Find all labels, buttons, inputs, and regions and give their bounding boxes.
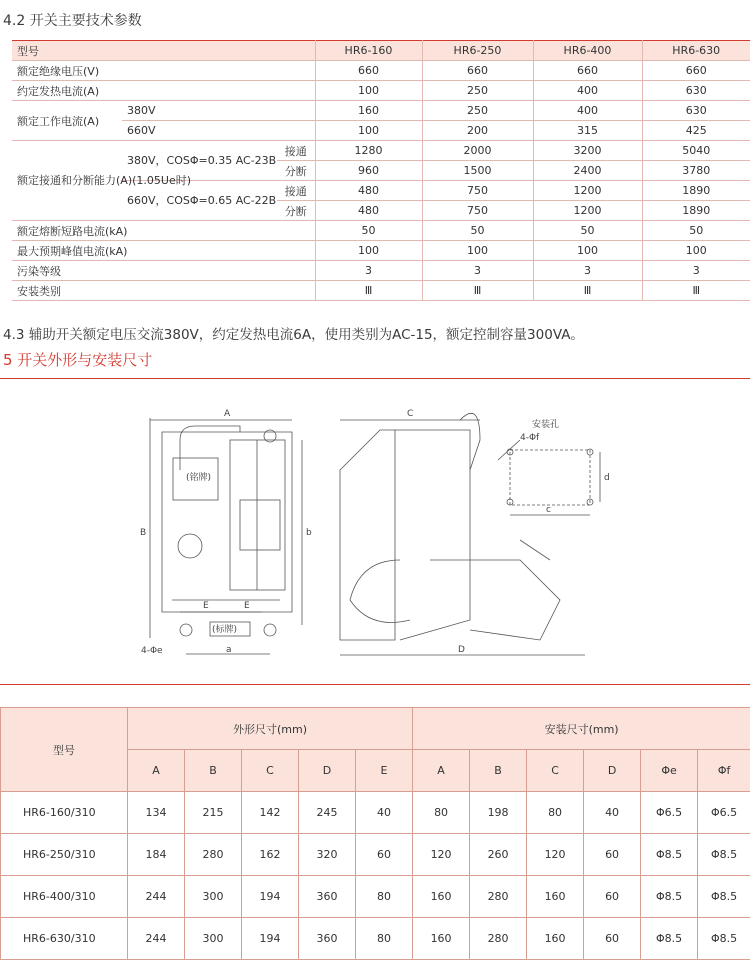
cell: 3: [422, 261, 533, 281]
dim-row: [1, 834, 750, 876]
cell: 300: [185, 918, 242, 960]
cell: Ⅲ: [422, 281, 533, 301]
cell: 134: [128, 792, 185, 834]
dim-col: Φe: [641, 750, 698, 792]
cell: 244: [128, 876, 185, 918]
row-label: 安装类别: [12, 281, 315, 301]
dim-col: D: [584, 750, 641, 792]
nameplate-label: (铭牌): [186, 473, 212, 483]
cell: 50: [533, 221, 642, 241]
cell: 80: [413, 792, 470, 834]
cell: 1500: [422, 161, 533, 181]
cell: 100: [422, 241, 533, 261]
cell: Ⅲ: [642, 281, 750, 301]
cell: 360: [299, 918, 356, 960]
spec-row-thermal: [12, 81, 750, 101]
row-label: 额定熔断短路电流(kA): [12, 221, 315, 241]
cell: 280: [470, 876, 527, 918]
condition-label: 660V，COSΦ=0.65 AC-22B: [122, 181, 277, 221]
break-label: 分断: [277, 201, 315, 221]
cell: 3: [642, 261, 750, 281]
cell: Φ6.5: [641, 792, 698, 834]
row-label: 污染等级: [12, 261, 315, 281]
dim-label-c: c: [546, 505, 551, 515]
cell: 80: [356, 918, 413, 960]
condition-label: 380V，COSΦ=0.35 AC-23B: [122, 141, 277, 181]
spec-header-row: [12, 41, 750, 61]
dim-col: C: [527, 750, 584, 792]
cell: 315: [533, 121, 642, 141]
dim-outline-header: 外形尺寸(mm): [128, 708, 413, 750]
cell: 660: [533, 61, 642, 81]
cell: Ⅲ: [315, 281, 422, 301]
hole-e-label: 4-Φe: [141, 646, 163, 656]
cell: Φ8.5: [698, 918, 750, 960]
cell: 360: [299, 876, 356, 918]
cell: 60: [356, 834, 413, 876]
cell: 200: [422, 121, 533, 141]
dim-row: [1, 792, 750, 834]
cell: Φ8.5: [641, 876, 698, 918]
cell: 1280: [315, 141, 422, 161]
cell: 160: [413, 918, 470, 960]
cell: 260: [470, 834, 527, 876]
cell: 320: [299, 834, 356, 876]
cell: 60: [584, 876, 641, 918]
cell: 630: [642, 81, 750, 101]
dim-model: HR6-400/310: [1, 876, 128, 918]
cell: 50: [642, 221, 750, 241]
cell: Φ6.5: [698, 792, 750, 834]
cell: 5040: [642, 141, 750, 161]
spec-row-shortcircuit: [12, 221, 750, 241]
cell: 280: [470, 918, 527, 960]
spec-header-col: HR6-400: [533, 41, 642, 61]
cell: 1200: [533, 201, 642, 221]
spec-row-working-380: [12, 101, 750, 121]
row-label: 额定绝缘电压(V): [12, 61, 315, 81]
cell: 425: [642, 121, 750, 141]
spec-row-working-660: [12, 121, 750, 141]
cell: 194: [242, 918, 299, 960]
cell: 3: [533, 261, 642, 281]
cell: Φ8.5: [641, 834, 698, 876]
cell: 160: [315, 101, 422, 121]
mount-hole-label: 安装孔: [532, 420, 560, 430]
cell: 50: [315, 221, 422, 241]
cell: 3780: [642, 161, 750, 181]
dim-label-C: C: [407, 409, 414, 419]
cell: 100: [642, 241, 750, 261]
cell: 480: [315, 201, 422, 221]
cell: 750: [422, 201, 533, 221]
cell: 480: [315, 181, 422, 201]
cell: Φ8.5: [698, 876, 750, 918]
dim-label-B: B: [140, 528, 147, 538]
dim-row: [1, 876, 750, 918]
dim-col: B: [185, 750, 242, 792]
dimension-table: [0, 707, 750, 960]
row-label: 最大预期峰值电流(kA): [12, 241, 315, 261]
sub-label: 660V: [122, 121, 315, 141]
cell: 142: [242, 792, 299, 834]
cell: 194: [242, 876, 299, 918]
cell: 1890: [642, 201, 750, 221]
dim-label-E1: E: [203, 601, 209, 611]
cell: 245: [299, 792, 356, 834]
cell: Ⅲ: [533, 281, 642, 301]
cell: 184: [128, 834, 185, 876]
dim-col: A: [413, 750, 470, 792]
cell: 300: [185, 876, 242, 918]
section-divider: [0, 378, 750, 379]
dim-col: B: [470, 750, 527, 792]
spec-header-col: HR6-160: [315, 41, 422, 61]
spec-row-breaking-c1-make: [12, 141, 750, 161]
dim-col: E: [356, 750, 413, 792]
cell: 120: [527, 834, 584, 876]
row-label: 约定发热电流(A): [12, 81, 315, 101]
cell: 630: [642, 101, 750, 121]
section-4-3-text: 4.3 辅助开关额定电压交流380V，约定发热电流6A，使用类别为AC-15，额定控制容量300VA。: [3, 327, 584, 343]
row-label: 额定接通和分断能力(A)(1.05Ue时): [12, 141, 122, 221]
cell: 960: [315, 161, 422, 181]
cell: 2000: [422, 141, 533, 161]
cell: 60: [584, 918, 641, 960]
dim-label-E2: E: [244, 601, 250, 611]
cell: 1890: [642, 181, 750, 201]
cell: 400: [533, 81, 642, 101]
hole-f-label: 4-Φf: [520, 433, 540, 443]
spec-row-pollution: [12, 261, 750, 281]
cell: 100: [315, 121, 422, 141]
cell: 215: [185, 792, 242, 834]
cell: 250: [422, 101, 533, 121]
drawing-divider: [0, 684, 750, 685]
dim-model: HR6-160/310: [1, 792, 128, 834]
spec-row-peak: [12, 241, 750, 261]
dim-label-d: d: [604, 473, 610, 483]
dim-header-row-1: [1, 708, 750, 750]
cell: 660: [642, 61, 750, 81]
cell: 280: [185, 834, 242, 876]
spec-row-install: [12, 281, 750, 301]
cell: 40: [356, 792, 413, 834]
cell: 3200: [533, 141, 642, 161]
dim-col: D: [299, 750, 356, 792]
dim-label-a: a: [226, 645, 232, 655]
spec-header-col: HR6-630: [642, 41, 750, 61]
dim-label-D: D: [458, 645, 465, 655]
cell: 250: [422, 81, 533, 101]
cell: Φ8.5: [698, 834, 750, 876]
cell: 120: [413, 834, 470, 876]
cell: 660: [422, 61, 533, 81]
cell: 160: [527, 918, 584, 960]
cell: 80: [527, 792, 584, 834]
section-5-title: 5 开关外形与安装尺寸: [3, 351, 153, 369]
cell: 660: [315, 61, 422, 81]
row-label: 额定工作电流(A): [12, 101, 122, 141]
spec-header-col: HR6-250: [422, 41, 533, 61]
cell: 160: [527, 876, 584, 918]
cell: 2400: [533, 161, 642, 181]
cell: 244: [128, 918, 185, 960]
dim-label-b: b: [306, 528, 312, 538]
cell: 100: [533, 241, 642, 261]
cell: 3: [315, 261, 422, 281]
dim-model-header: 型号: [1, 708, 128, 792]
break-label: 分断: [277, 161, 315, 181]
cell: 198: [470, 792, 527, 834]
cell: 160: [413, 876, 470, 918]
cell: 1200: [533, 181, 642, 201]
dim-model: HR6-630/310: [1, 918, 128, 960]
cell: 80: [356, 876, 413, 918]
spec-header-model: 型号: [12, 41, 315, 61]
cell: 100: [315, 241, 422, 261]
dim-label-A: A: [224, 409, 231, 419]
dim-row: [1, 918, 750, 960]
spec-row-insulation: [12, 61, 750, 81]
make-label: 接通: [277, 181, 315, 201]
dim-col: Φf: [698, 750, 750, 792]
cell: 60: [584, 834, 641, 876]
cell: 100: [315, 81, 422, 101]
dim-col: A: [128, 750, 185, 792]
cell: 40: [584, 792, 641, 834]
sub-label: 380V: [122, 101, 315, 121]
technical-parameters-table: [12, 40, 750, 301]
cell: 750: [422, 181, 533, 201]
cell: 162: [242, 834, 299, 876]
labelplate-label: (标牌): [212, 625, 238, 635]
make-label: 接通: [277, 141, 315, 161]
cell: Φ8.5: [641, 918, 698, 960]
cell: 50: [422, 221, 533, 241]
dim-install-header: 安装尺寸(mm): [413, 708, 750, 750]
dim-col: C: [242, 750, 299, 792]
cell: 400: [533, 101, 642, 121]
dimension-drawing: [0, 390, 750, 680]
section-4-2-title: 4.2 开关主要技术参数: [3, 13, 142, 29]
dim-model: HR6-250/310: [1, 834, 128, 876]
